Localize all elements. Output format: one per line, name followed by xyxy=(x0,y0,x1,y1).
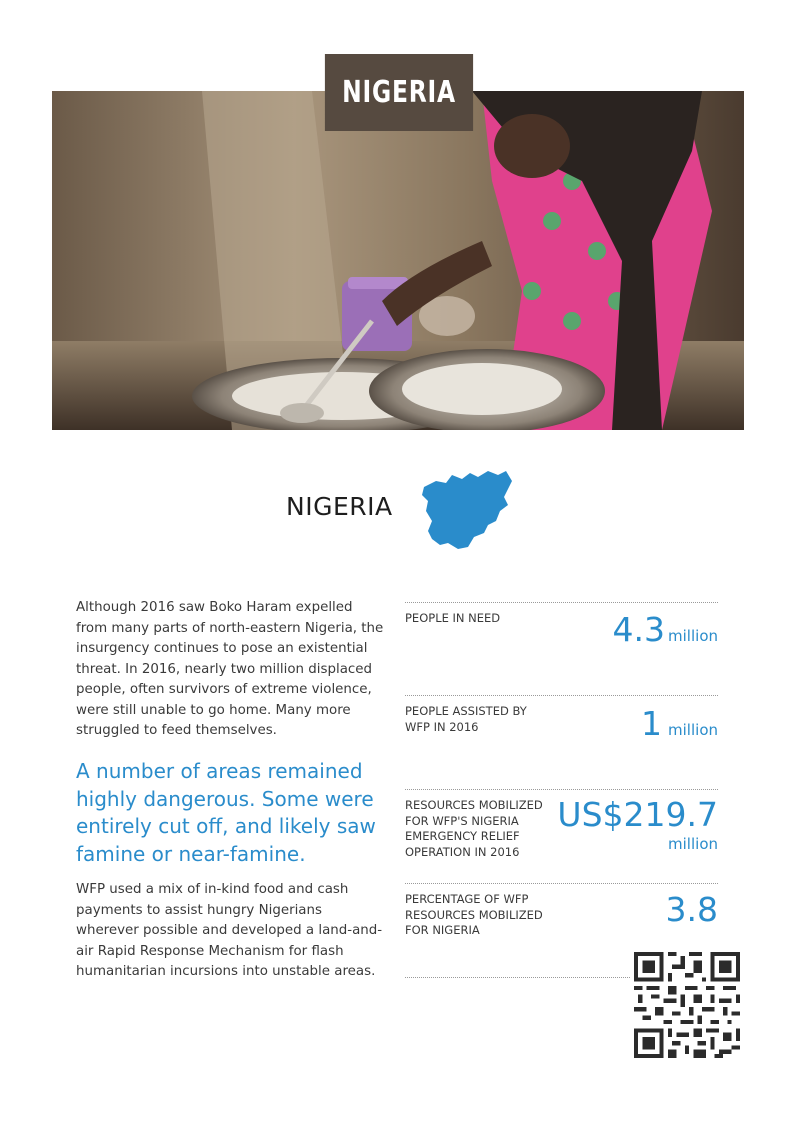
stat-number: 1 xyxy=(641,704,663,743)
hero-photo xyxy=(52,91,744,430)
stat-value-percentage xyxy=(666,892,718,928)
stat-value-resources xyxy=(548,797,718,853)
pull-quote: A number of areas remained highly dangerous. Some were entirely cut off, and likely saw famine or near-famine. xyxy=(76,759,376,866)
stat-label-percentage: PERCENTAGE OF WFP RESOURCES MOBILIZED FOR NIGERIA xyxy=(405,892,543,937)
stat-value-people-assisted xyxy=(641,706,718,742)
stats-divider xyxy=(405,602,718,603)
stat-label-resources: RESOURCES MOBILIZED FOR WFP'S NIGERIA EMERGENCY RELIEF OPERATION IN 2016 xyxy=(405,798,543,859)
stat-unit: million xyxy=(668,721,718,739)
stats-divider xyxy=(405,695,718,696)
stats-divider xyxy=(405,789,718,790)
stat-label-people-assisted: PEOPLE ASSISTED BY WFP IN 2016 xyxy=(405,704,527,734)
stat-number: 3.8 xyxy=(665,890,718,929)
qr-code xyxy=(634,952,740,1058)
stat-unit: million xyxy=(668,627,718,645)
stat-label-people-in-need: PEOPLE IN NEED xyxy=(405,611,501,625)
stat-number: 4.3 xyxy=(612,610,666,649)
country-banner: NIGERIA xyxy=(325,54,473,131)
stat-number: US$219.7 xyxy=(557,795,718,834)
stats-divider xyxy=(405,977,630,978)
intro-paragraph: Although 2016 saw Boko Haram expelled from many parts of north-eastern Nigeria, the insurgency continues to pose an existential threat. In 2016, nearly two million displaced people, often survivors of extreme violence, were still unable to go home. Many more struggled to feed themselves. xyxy=(76,600,384,738)
second-paragraph: WFP used a mix of in-kind food and cash payments to assist hungry Nigerians wherever possible and developed a land-and-air Rapid Response Mechanism for flash humanitarian incursions into unstable areas. xyxy=(76,882,383,979)
stats-divider xyxy=(405,883,718,884)
stat-value-people-in-need xyxy=(613,612,718,648)
hero-photo-illustration xyxy=(52,91,744,430)
country-heading: NIGERIA xyxy=(286,492,393,521)
stat-unit: million xyxy=(668,835,718,853)
nigeria-map-icon xyxy=(418,467,514,551)
